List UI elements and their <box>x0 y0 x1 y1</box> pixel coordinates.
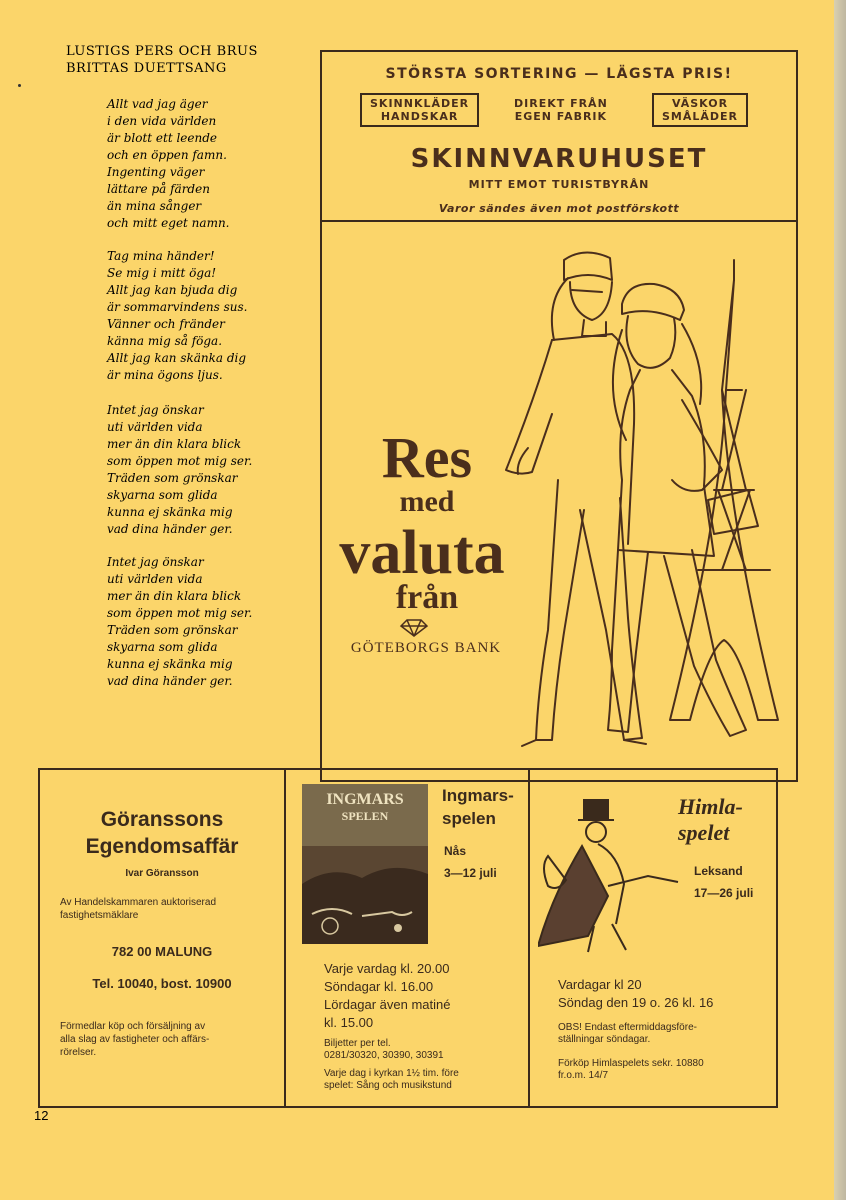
fiddler-illustration <box>538 796 688 956</box>
page-number: 12 <box>34 1108 49 1123</box>
goranssons-phone: Tel. 10040, bost. 10900 <box>92 976 232 991</box>
fran-text: från <box>395 579 459 616</box>
extra-line: Varje dag i kyrkan 1½ tim. före <box>324 1068 459 1079</box>
himla-obs <box>558 1022 697 1046</box>
goranssons-name <box>40 806 284 860</box>
ingmars-place: Nås <box>444 844 467 858</box>
title-line: Ingmars- <box>442 786 514 805</box>
poem-line: mer än din klara blick <box>107 589 242 603</box>
goranssons-ad <box>40 770 286 1106</box>
himla-place: Leksand <box>694 864 743 878</box>
schedule-line: Söndag den 19 o. 26 kl. 16 <box>558 995 714 1010</box>
ingmars-schedule <box>324 960 450 1032</box>
skinnvaruhuset-ad <box>320 50 798 222</box>
tag-line: SMÅLÄDER <box>662 110 739 123</box>
skinn-headline: STÖRSTA SORTERING — LÄGSTA PRIS! <box>385 66 733 82</box>
goranssons-city: 782 00 MALUNG <box>111 944 213 959</box>
poem-line: Intet jag önskar <box>107 555 204 569</box>
goteborgs-bank-ad <box>320 220 798 782</box>
ingmars-extra <box>324 1068 459 1092</box>
himla-title <box>678 794 743 846</box>
goranssons-desc <box>60 896 216 922</box>
schedule-line: kl. 15.00 <box>324 1015 374 1030</box>
poem-line: Intet jag önskar <box>107 403 204 417</box>
poem-line: vad dina händer ger. <box>107 674 233 688</box>
poem-line: uti världen vida <box>107 420 203 434</box>
name-line: Egendomsaffär <box>85 835 239 858</box>
poem-line: är mina ögons ljus. <box>107 368 223 382</box>
poem-line: Träden som grönskar <box>107 471 238 485</box>
goranssons-services <box>60 1020 209 1059</box>
schedule-line: Söndagar kl. 16.00 <box>324 979 434 994</box>
poem-line: känna mig så föga. <box>107 334 223 348</box>
poem-line: och mitt eget namn. <box>107 216 230 230</box>
desc-line: fastighetsmäklare <box>60 910 139 921</box>
poem-line: är sommarvindens sus. <box>107 300 248 314</box>
speck <box>18 84 21 87</box>
tag-line: HANDSKAR <box>380 110 459 123</box>
poem-line: Tag mina händer! <box>107 249 215 263</box>
poem-line: mer än din klara blick <box>107 437 242 451</box>
skinn-location: MITT EMOT TURISTBYRÅN <box>468 178 650 191</box>
poem-stanza-3 <box>107 402 252 538</box>
himla-schedule <box>558 976 713 1012</box>
tag-line: VÄSKOR <box>671 97 729 110</box>
tag-line: EGEN FABRIK <box>514 110 608 123</box>
horse-cart-illustration <box>302 844 428 944</box>
poem-line: Allt jag kan bjuda dig <box>107 283 238 297</box>
poem-line: uti världen vida <box>107 572 203 586</box>
goranssons-owner: Ivar Göransson <box>125 868 199 879</box>
poem-line: skyarna som glida <box>107 488 218 502</box>
poem-line: som öppen mot mig ser. <box>107 606 253 620</box>
title-line: spelet <box>678 820 730 845</box>
title-line: Himla- <box>678 794 743 819</box>
title-line: spelen <box>442 809 496 828</box>
poem-line: kunna ej skänka mig <box>107 505 233 519</box>
services-line: Förmedlar köp och försäljning av <box>60 1021 206 1032</box>
diamond-icon <box>399 618 429 638</box>
schedule-line: Vardagar kl 20 <box>558 977 642 992</box>
tickets-line: Biljetter per tel. <box>324 1038 391 1049</box>
desc-line: Av Handelskammaren auktoriserad <box>60 897 217 908</box>
skinn-tag-center <box>514 97 608 123</box>
poem-title <box>66 43 258 77</box>
poem-line: skyarna som glida <box>107 640 218 654</box>
poem-line: är blott ett leende <box>107 131 218 145</box>
obs-line: OBS! Endast eftermiddagsföre- <box>558 1022 697 1033</box>
obs-line: ställningar söndagar. <box>558 1034 651 1045</box>
poem-line: Vänner och fränder <box>107 317 225 331</box>
poster-title-line: SPELEN <box>341 809 389 823</box>
page-edge <box>834 0 846 1200</box>
tag-line: SKINNKLÄDER <box>370 97 470 110</box>
valuta-text: valuta <box>339 519 505 587</box>
poem-title-line-1: LUSTIGS PERS OCH BRUS <box>66 44 258 59</box>
poem-line: lättare på färden <box>107 182 210 196</box>
poem-line: Se mig i mitt öga! <box>107 266 217 280</box>
poem-line: vad dina händer ger. <box>107 522 233 536</box>
poem-line: Träden som grönskar <box>107 623 238 637</box>
ingmars-tickets <box>324 1038 444 1062</box>
himla-dates: 17—26 juli <box>694 886 754 900</box>
skinn-note: Varor sändes även mot postförskott <box>438 202 680 215</box>
services-line: alla slag av fastigheter och affärs- <box>60 1034 210 1045</box>
skinn-tag-left <box>360 93 479 127</box>
med-text: med <box>399 485 455 518</box>
poem-stanza-2 <box>107 248 247 384</box>
poem-line: i den vida världen <box>107 114 217 128</box>
ingmarsspelen-ad <box>284 770 530 1106</box>
tag-line: DIREKT FRÅN <box>514 97 608 110</box>
poster-title-line: INGMARS <box>326 791 404 808</box>
res-text: Res <box>381 425 473 490</box>
poem-line: Allt jag kan skänka dig <box>107 351 247 365</box>
poem-stanza-4 <box>107 554 252 690</box>
poem-line: än mina sånger <box>107 199 202 213</box>
poster-title <box>302 792 428 824</box>
bank-name: GÖTEBORGS BANK <box>350 640 502 656</box>
schedule-line: Lördagar även matiné <box>324 997 451 1012</box>
poem-line: kunna ej skänka mig <box>107 657 233 671</box>
ingmars-poster <box>302 784 428 944</box>
poem-title-line-2: BRITTAS DUETTSANG <box>66 61 227 76</box>
ingmars-dates: 3—12 juli <box>444 866 497 880</box>
schedule-line: Varje vardag kl. 20.00 <box>324 961 450 976</box>
ingmars-title <box>442 784 514 830</box>
skinn-name: SKINNVARUHUSET <box>410 144 708 174</box>
services-line: rörelser. <box>60 1047 97 1058</box>
name-line: Göranssons <box>100 808 224 831</box>
bottom-ads <box>38 768 778 1108</box>
poem-line: som öppen mot mig ser. <box>107 454 253 468</box>
tickets-line: 0281/30320, 30390, 30391 <box>324 1050 444 1061</box>
himlaspelet-ad <box>528 770 776 1106</box>
poem-line: Ingenting väger <box>107 165 205 179</box>
poem-stanza-1 <box>107 96 230 232</box>
skinn-tag-right <box>652 93 748 127</box>
poem-line: och en öppen famn. <box>107 148 227 162</box>
himla-presale <box>558 1058 704 1082</box>
extra-line: spelet: Sång och musikstund <box>324 1080 452 1091</box>
poem-line: Allt vad jag äger <box>107 97 208 111</box>
presale-line: Förköp Himlaspelets sekr. 10880 <box>558 1058 704 1069</box>
presale-line: fr.o.m. 14/7 <box>558 1070 609 1081</box>
